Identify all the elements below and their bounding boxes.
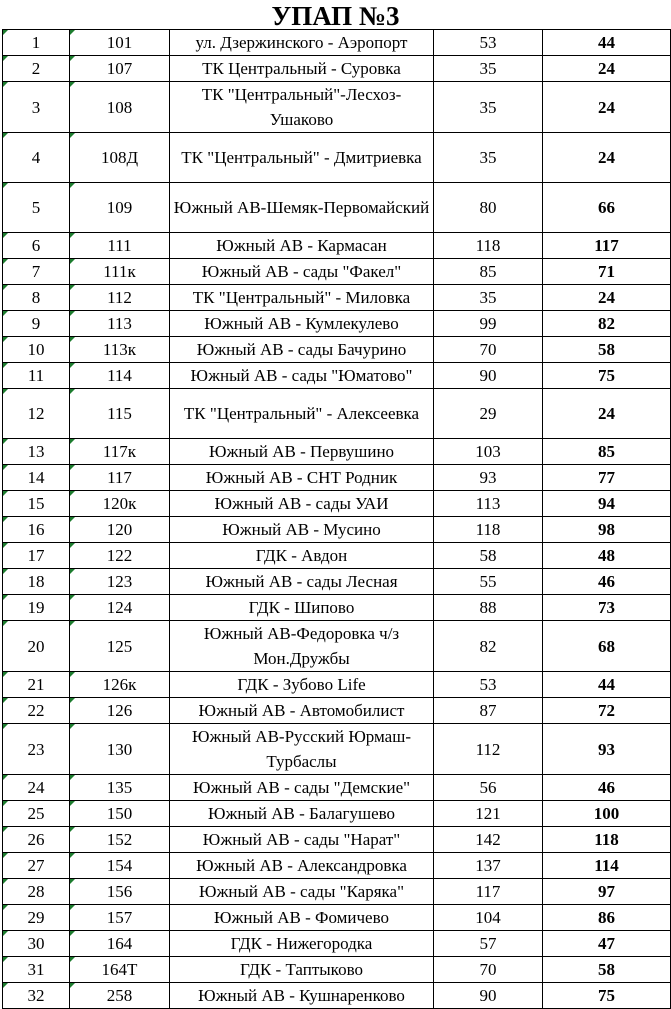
route-name-cell: Южный АВ-Шемяк-Первомайский (170, 183, 434, 233)
row-number-cell: 14 (3, 465, 70, 491)
route-number-cell: 126к (70, 672, 170, 698)
bold-value-cell: 46 (543, 569, 671, 595)
table-row (3, 853, 671, 879)
route-number-cell: 126 (70, 698, 170, 724)
row-number-cell: 18 (3, 569, 70, 595)
value-cell: 35 (434, 133, 543, 183)
value-cell: 103 (434, 439, 543, 465)
table-row (3, 543, 671, 569)
route-number-cell: 154 (70, 853, 170, 879)
table-row (3, 363, 671, 389)
bold-value-cell: 100 (543, 801, 671, 827)
value-cell: 99 (434, 311, 543, 337)
bold-value-cell: 47 (543, 931, 671, 957)
table-row (3, 82, 671, 133)
row-number-cell: 30 (3, 931, 70, 957)
route-number-cell: 164 (70, 931, 170, 957)
bold-value-cell: 44 (543, 672, 671, 698)
bold-value-cell: 73 (543, 595, 671, 621)
row-number-cell: 8 (3, 285, 70, 311)
bold-value-cell: 117 (543, 233, 671, 259)
bold-value-cell: 71 (543, 259, 671, 285)
route-name-cell: Южный АВ - Мусино (170, 517, 434, 543)
route-name-cell: Южный АВ - Балагушево (170, 801, 434, 827)
table-row (3, 491, 671, 517)
value-cell: 118 (434, 233, 543, 259)
row-number-cell: 7 (3, 259, 70, 285)
bold-value-cell: 94 (543, 491, 671, 517)
value-cell: 90 (434, 363, 543, 389)
route-name-cell: Южный АВ-Русский Юрмаш-Турбаслы (170, 724, 434, 775)
table-row (3, 879, 671, 905)
route-number-cell: 108Д (70, 133, 170, 183)
route-name-cell: Южный АВ - сады "Юматово" (170, 363, 434, 389)
row-number-cell: 19 (3, 595, 70, 621)
value-cell: 53 (434, 672, 543, 698)
bold-value-cell: 66 (543, 183, 671, 233)
table-row (3, 775, 671, 801)
value-cell: 56 (434, 775, 543, 801)
row-number-cell: 24 (3, 775, 70, 801)
bold-value-cell: 72 (543, 698, 671, 724)
value-cell: 112 (434, 724, 543, 775)
route-number-cell: 156 (70, 879, 170, 905)
bold-value-cell: 24 (543, 389, 671, 439)
routes-table (2, 29, 671, 1009)
bold-value-cell: 24 (543, 82, 671, 133)
value-cell: 57 (434, 931, 543, 957)
bold-value-cell: 93 (543, 724, 671, 775)
value-cell: 58 (434, 543, 543, 569)
route-name-cell: Южный АВ-Федоровка ч/з Мон.Дружбы (170, 621, 434, 672)
value-cell: 87 (434, 698, 543, 724)
bold-value-cell: 97 (543, 879, 671, 905)
table-row (3, 827, 671, 853)
row-number-cell: 2 (3, 56, 70, 82)
route-name-cell: Южный АВ - СНТ Родник (170, 465, 434, 491)
route-name-cell: ГДК - Таптыково (170, 957, 434, 983)
row-number-cell: 27 (3, 853, 70, 879)
route-name-cell: Южный АВ - сады "Нарат" (170, 827, 434, 853)
route-number-cell: 107 (70, 56, 170, 82)
route-number-cell: 122 (70, 543, 170, 569)
table-row (3, 905, 671, 931)
route-number-cell: 157 (70, 905, 170, 931)
route-name-cell: ГДК - Зубово Life (170, 672, 434, 698)
table-row (3, 801, 671, 827)
route-number-cell: 113 (70, 311, 170, 337)
route-number-cell: 108 (70, 82, 170, 133)
route-name-cell: Южный АВ - Автомобилист (170, 698, 434, 724)
bold-value-cell: 75 (543, 983, 671, 1009)
route-name-cell: ГДК - Шипово (170, 595, 434, 621)
bold-value-cell: 77 (543, 465, 671, 491)
table-row (3, 56, 671, 82)
row-number-cell: 32 (3, 983, 70, 1009)
route-number-cell: 117 (70, 465, 170, 491)
route-name-cell: ТК Центральный - Суровка (170, 56, 434, 82)
value-cell: 137 (434, 853, 543, 879)
row-number-cell: 3 (3, 82, 70, 133)
value-cell: 85 (434, 259, 543, 285)
bold-value-cell: 44 (543, 30, 671, 56)
row-number-cell: 11 (3, 363, 70, 389)
value-cell: 93 (434, 465, 543, 491)
route-number-cell: 114 (70, 363, 170, 389)
bold-value-cell: 24 (543, 56, 671, 82)
route-name-cell: Южный АВ - сады "Факел" (170, 259, 434, 285)
row-number-cell: 6 (3, 233, 70, 259)
route-number-cell: 109 (70, 183, 170, 233)
route-name-cell: ГДК - Авдон (170, 543, 434, 569)
route-number-cell: 135 (70, 775, 170, 801)
route-number-cell: 111к (70, 259, 170, 285)
value-cell: 70 (434, 337, 543, 363)
value-cell: 82 (434, 621, 543, 672)
route-number-cell: 124 (70, 595, 170, 621)
bold-value-cell: 118 (543, 827, 671, 853)
value-cell: 80 (434, 183, 543, 233)
row-number-cell: 1 (3, 30, 70, 56)
row-number-cell: 13 (3, 439, 70, 465)
value-cell: 70 (434, 957, 543, 983)
route-name-cell: Южный АВ - сады "Каряка" (170, 879, 434, 905)
route-number-cell: 117к (70, 439, 170, 465)
row-number-cell: 15 (3, 491, 70, 517)
table-row (3, 259, 671, 285)
bold-value-cell: 48 (543, 543, 671, 569)
value-cell: 53 (434, 30, 543, 56)
value-cell: 142 (434, 827, 543, 853)
bold-value-cell: 58 (543, 337, 671, 363)
value-cell: 35 (434, 82, 543, 133)
row-number-cell: 21 (3, 672, 70, 698)
row-number-cell: 5 (3, 183, 70, 233)
bold-value-cell: 24 (543, 133, 671, 183)
bold-value-cell: 68 (543, 621, 671, 672)
route-name-cell: Южный АВ - сады УАИ (170, 491, 434, 517)
page-title: УПАП №3 (271, 1, 400, 31)
route-number-cell: 112 (70, 285, 170, 311)
table-row (3, 983, 671, 1009)
table-row (3, 698, 671, 724)
value-cell: 118 (434, 517, 543, 543)
route-name-cell: ТК "Центральный" - Миловка (170, 285, 434, 311)
row-number-cell: 9 (3, 311, 70, 337)
row-number-cell: 10 (3, 337, 70, 363)
value-cell: 55 (434, 569, 543, 595)
row-number-cell: 20 (3, 621, 70, 672)
table-row (3, 285, 671, 311)
table-row (3, 133, 671, 183)
route-number-cell: 125 (70, 621, 170, 672)
route-name-cell: Южный АВ - Кармасан (170, 233, 434, 259)
route-name-cell: Южный АВ - Александровка (170, 853, 434, 879)
row-number-cell: 4 (3, 133, 70, 183)
table-row (3, 183, 671, 233)
row-number-cell: 23 (3, 724, 70, 775)
value-cell: 35 (434, 56, 543, 82)
route-number-cell: 113к (70, 337, 170, 363)
routes-table-body (3, 30, 671, 1009)
value-cell: 117 (434, 879, 543, 905)
table-row (3, 311, 671, 337)
route-name-cell: ТК "Центральный" - Дмитриевка (170, 133, 434, 183)
route-name-cell: Южный АВ - сады Бачурино (170, 337, 434, 363)
bold-value-cell: 82 (543, 311, 671, 337)
table-row (3, 517, 671, 543)
table-row (3, 595, 671, 621)
route-number-cell: 120 (70, 517, 170, 543)
route-name-cell: Южный АВ - Фомичево (170, 905, 434, 931)
route-number-cell: 152 (70, 827, 170, 853)
row-number-cell: 29 (3, 905, 70, 931)
table-row (3, 389, 671, 439)
route-number-cell: 164Т (70, 957, 170, 983)
row-number-cell: 25 (3, 801, 70, 827)
value-cell: 104 (434, 905, 543, 931)
route-number-cell: 101 (70, 30, 170, 56)
table-row (3, 569, 671, 595)
bold-value-cell: 98 (543, 517, 671, 543)
route-name-cell: Южный АВ - сады "Демские" (170, 775, 434, 801)
table-row (3, 233, 671, 259)
value-cell: 88 (434, 595, 543, 621)
bold-value-cell: 24 (543, 285, 671, 311)
row-number-cell: 12 (3, 389, 70, 439)
bold-value-cell: 86 (543, 905, 671, 931)
route-name-cell: Южный АВ - Кумлекулево (170, 311, 434, 337)
value-cell: 90 (434, 983, 543, 1009)
route-name-cell: Южный АВ - Кушнаренково (170, 983, 434, 1009)
table-row (3, 724, 671, 775)
route-name-cell: ул. Дзержинского - Аэропорт (170, 30, 434, 56)
value-cell: 121 (434, 801, 543, 827)
row-number-cell: 16 (3, 517, 70, 543)
bold-value-cell: 114 (543, 853, 671, 879)
bold-value-cell: 58 (543, 957, 671, 983)
table-row (3, 465, 671, 491)
table-row (3, 957, 671, 983)
table-row (3, 672, 671, 698)
value-cell: 29 (434, 389, 543, 439)
table-row (3, 621, 671, 672)
table-row (3, 439, 671, 465)
value-cell: 35 (434, 285, 543, 311)
row-number-cell: 17 (3, 543, 70, 569)
route-name-cell: ГДК - Нижегородка (170, 931, 434, 957)
table-row (3, 30, 671, 56)
route-name-cell: ТК "Центральный" - Алексеевка (170, 389, 434, 439)
bold-value-cell: 75 (543, 363, 671, 389)
route-number-cell: 115 (70, 389, 170, 439)
row-number-cell: 22 (3, 698, 70, 724)
route-number-cell: 130 (70, 724, 170, 775)
route-name-cell: Южный АВ - сады Лесная (170, 569, 434, 595)
row-number-cell: 26 (3, 827, 70, 853)
route-number-cell: 123 (70, 569, 170, 595)
value-cell: 113 (434, 491, 543, 517)
row-number-cell: 28 (3, 879, 70, 905)
route-number-cell: 258 (70, 983, 170, 1009)
bold-value-cell: 46 (543, 775, 671, 801)
route-name-cell: ТК "Центральный"-Лесхоз-Ушаково (170, 82, 434, 133)
bold-value-cell: 85 (543, 439, 671, 465)
route-number-cell: 150 (70, 801, 170, 827)
table-row (3, 337, 671, 363)
table-row (3, 931, 671, 957)
route-name-cell: Южный АВ - Первушино (170, 439, 434, 465)
row-number-cell: 31 (3, 957, 70, 983)
route-number-cell: 120к (70, 491, 170, 517)
route-number-cell: 111 (70, 233, 170, 259)
